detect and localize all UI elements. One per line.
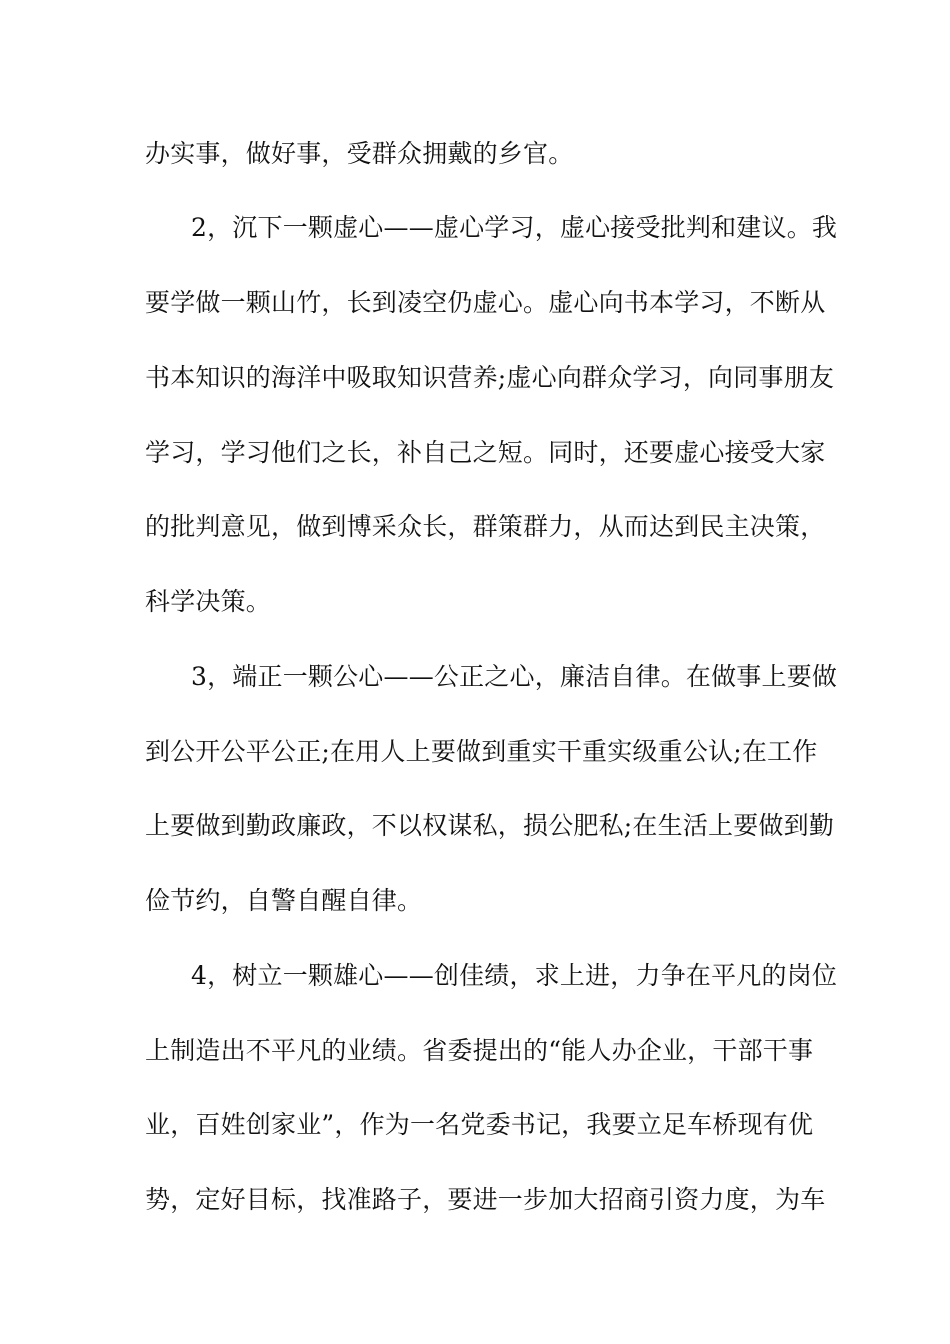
paragraph-3-line: 3，端正一颗公心——公正之心，廉洁自律。在做事上要做	[191, 662, 838, 691]
text-line: 要学做一颗山竹，长到凌空仍虚心。虚心向书本学习，不断从	[145, 288, 826, 317]
text-line: 到公开公平公正;在用人上要做到重实干重实级重公认;在工作	[145, 737, 818, 766]
text-line: 业，百姓创家业”，作为一名党委书记，我要立足车桥现有优	[145, 1110, 814, 1139]
text-line: 势，定好目标，找准路子，要进一步加大招商引资力度，为车	[145, 1185, 826, 1214]
text-line: 学习，学习他们之长，补自己之短。同时，还要虚心接受大家	[145, 438, 826, 467]
paragraph-2-line: 2，沉下一颗虚心——虚心学习，虚心接受批判和建议。我	[191, 213, 838, 242]
text-line: 科学决策。	[145, 587, 272, 616]
text-line: 办实事，做好事，受群众拥戴的乡官。	[145, 139, 574, 168]
text-line: 的批判意见，做到博采众长，群策群力，从而达到民主决策，	[145, 512, 826, 541]
text-line: 俭节约，自警自醒自律。	[145, 886, 423, 915]
text-line: 书本知识的海洋中吸取知识营养;虚心向群众学习，向同事朋友	[145, 363, 835, 392]
text-line: 上要做到勤政廉政，不以权谋私，损公肥私;在生活上要做到勤	[145, 811, 835, 840]
text-line: 上制造出不平凡的业绩。省委提出的“能人办企业，干部干事	[145, 1036, 814, 1065]
paragraph-4-line: 4，树立一颗雄心——创佳绩，求上进，力争在平凡的岗位	[191, 961, 838, 990]
